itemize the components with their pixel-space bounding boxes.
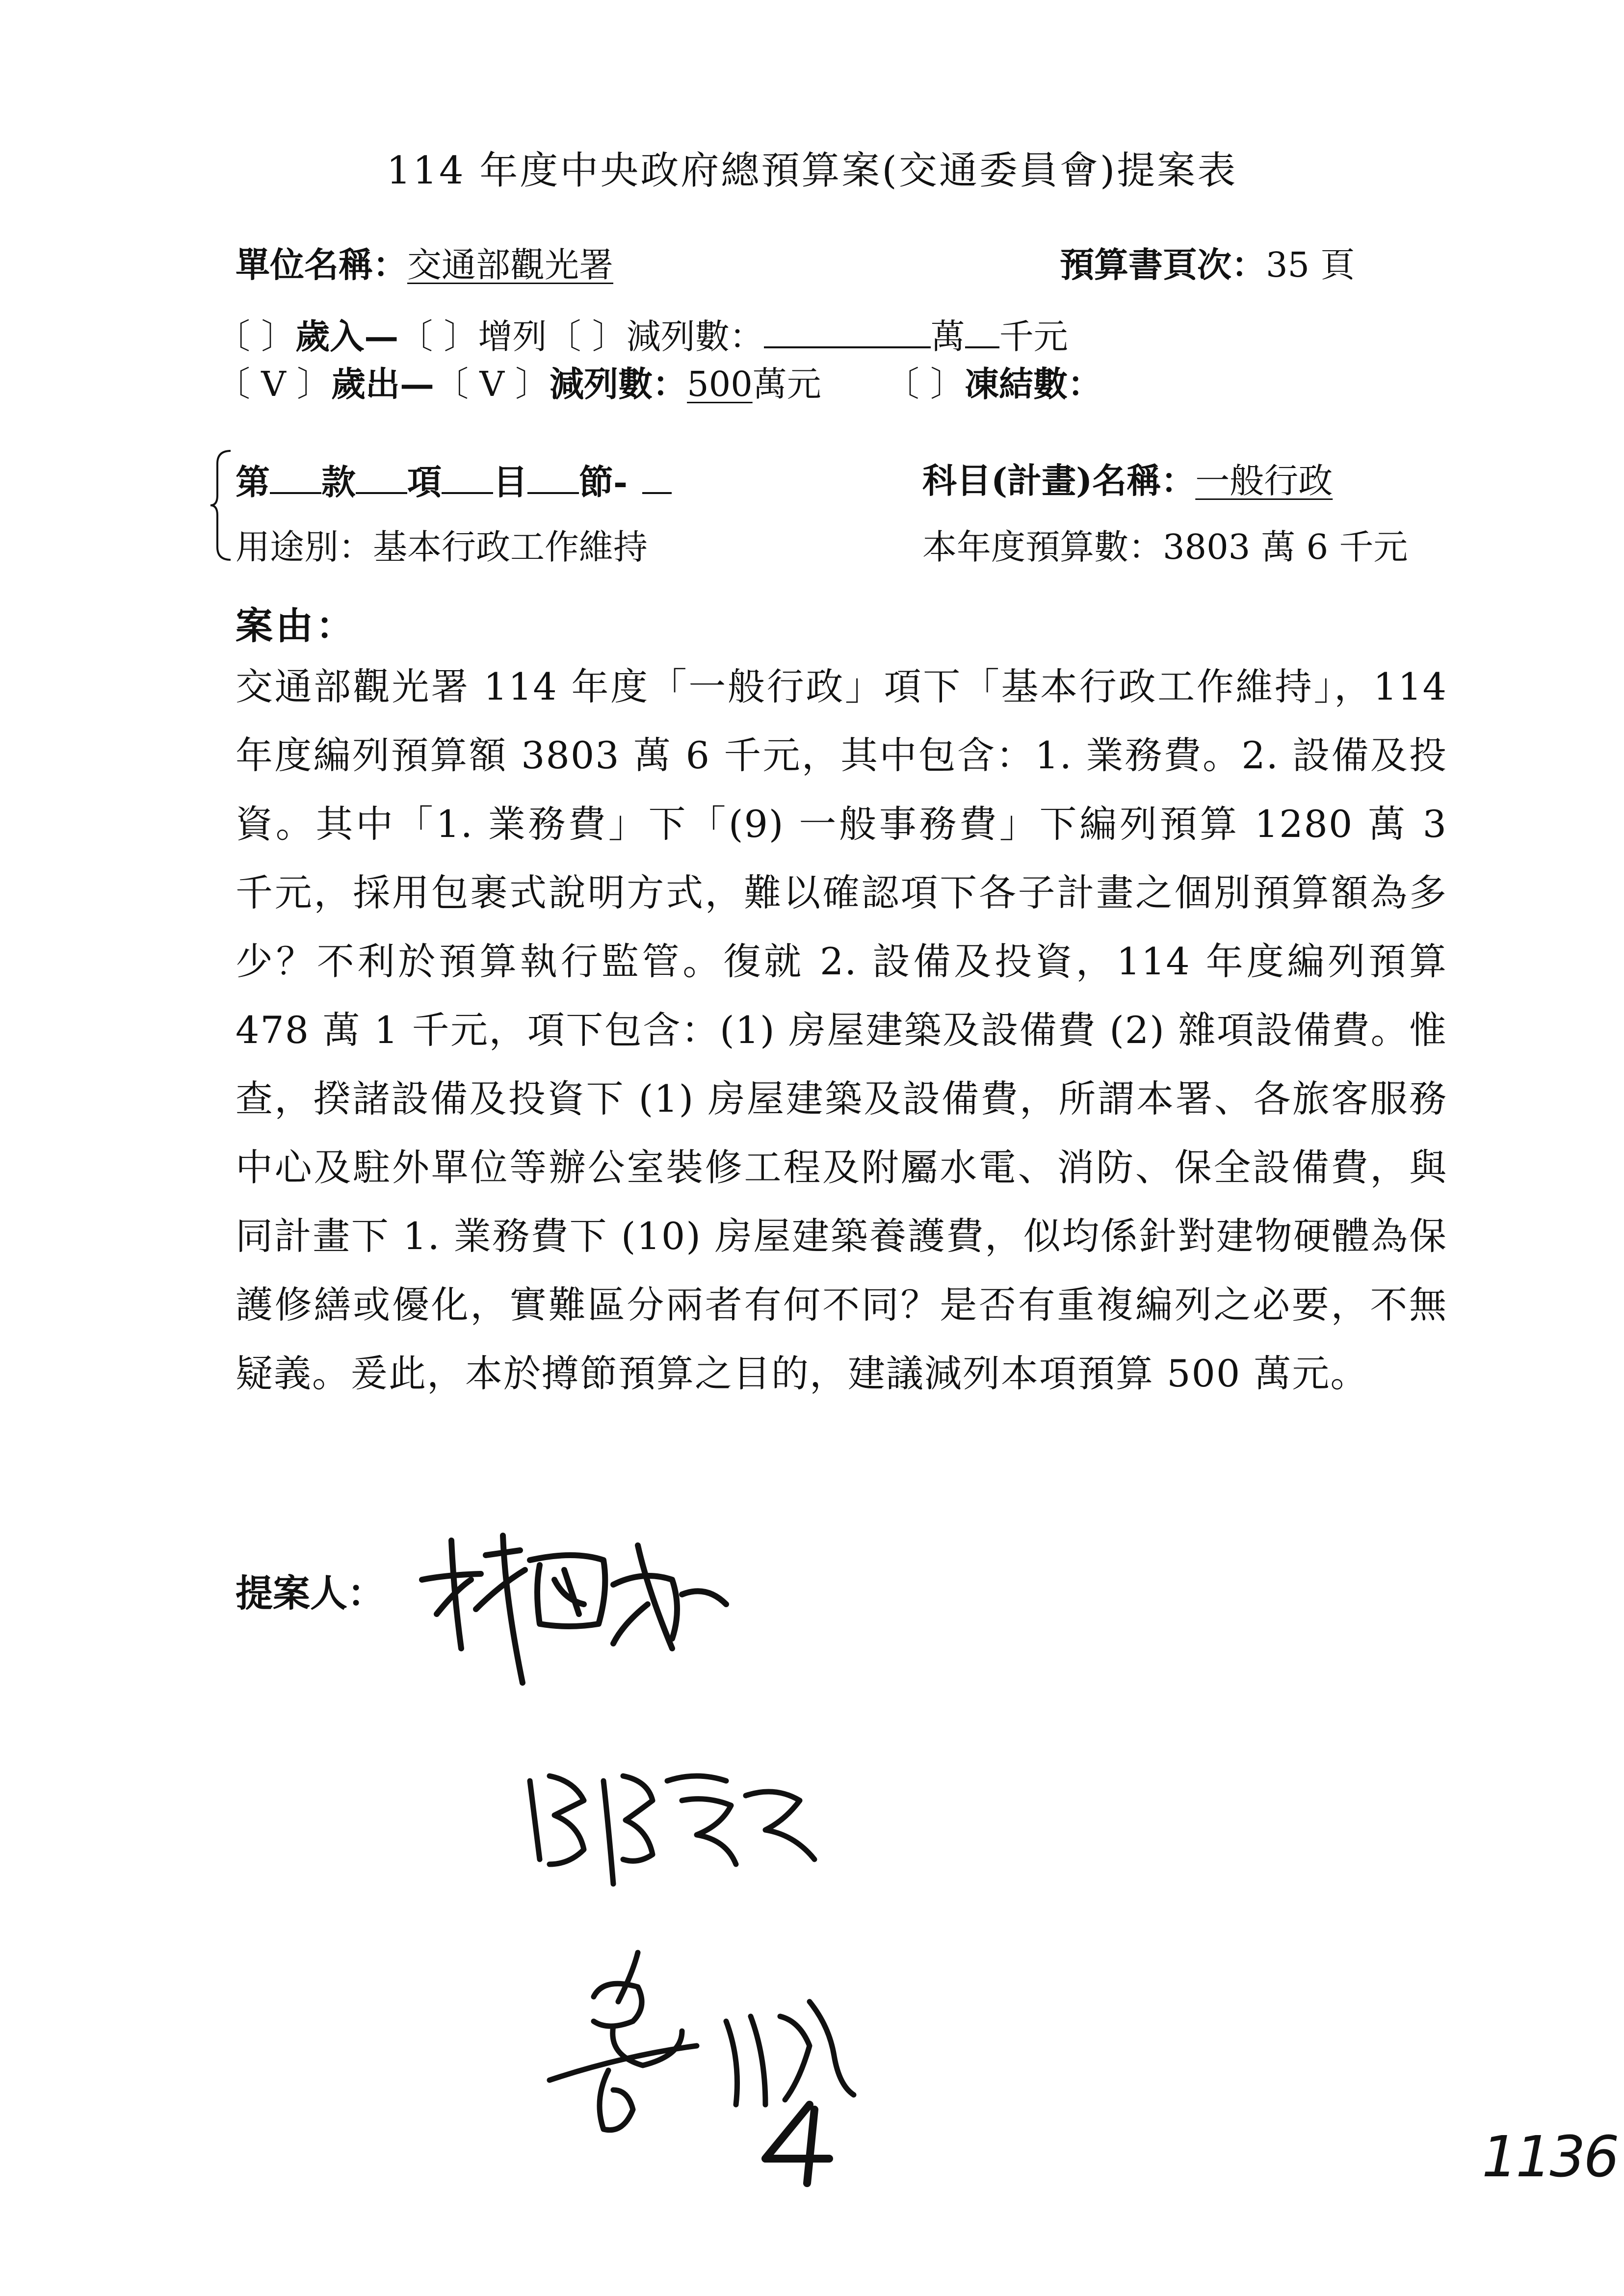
revenue-inc-checkbox: 〔 〕 [398,316,478,357]
subject-row [922,460,1333,501]
section-end-blank [642,464,672,494]
form-title: 114 年度中央政府總預算案(交通委員會)提案表 [386,149,1238,193]
section-di: 第 [236,462,270,502]
page-number: 1136 [1482,2124,1618,2190]
revenue-amount-blank [764,318,931,348]
section-kuan-blank [270,464,321,494]
revenue-inc-label: 增列 [478,316,547,357]
expense-dec-checkbox: 〔 V 〕 [434,364,550,404]
revenue-dec-label: 減列數： [626,316,764,357]
section-line [236,462,672,502]
annual-budget-value: 3803 萬 6 千元 [1163,527,1408,567]
section-bracket [209,449,233,562]
section-jie: 節- [579,462,628,502]
section-mu-blank [442,464,493,494]
expense-unit: 萬元 [752,364,821,404]
revenue-label: 歲入— [295,316,399,357]
expense-line [216,364,1102,404]
handwritten-number-shape [765,2105,829,2183]
page-ref-value: 35 頁 [1266,245,1355,285]
expense-label: 歲出— [331,364,435,404]
section-mu: 目 [493,462,527,502]
subject-label: 科目(計畫)名稱： [922,460,1196,501]
page-ref-label: 預算書頁次： [1060,244,1266,285]
case-text: 交通部觀光署 114 年度「一般行政」項下「基本行政工作維持」，114 年度編列預算額 3803 萬 6 千元，其中包含：1. 業務費。2. 設備及投資。其中「1. 業務費」下「(9) 一般事務費」下編列預算 1280 萬 3 千元，採用包裹式說明方式，難以確認項下各子計畫之個別預算額為多少？不利於預算執行監管。復就 2. 設備及投資，114 年度編列預算 478 萬 1 千元，項下包含：(1) 房屋建築及設備費 (2) 雜項設備費。惟查，揆諸設備及投資下 (1) 房屋建築及設備費，所謂本署、各旅客服務中心及駐外單位等辦公室裝修工程及附屬水電、消防、保全設備費，與同計畫下 1. 業務費下 (10) 房屋建築養護費，似均係針對建物硬體為保護修繕或優化，實難區分兩者有何不同？是否有重複編列之必要，不無疑義。爰此，本於撙節預算之目的，建議減列本項預算 500 萬元。 [236,665,1447,1395]
unit-value: 交通部觀光署 [407,245,613,285]
signature-1 [417,1526,760,1707]
revenue-qian-blank [965,318,999,348]
revenue-unit-wan: 萬 [930,316,965,357]
revenue-unit-qian: 千元 [999,316,1068,357]
expense-checkbox: 〔 V 〕 [216,364,332,404]
usage-value: 基本行政工作維持 [373,527,648,567]
revenue-line [216,316,1068,357]
subject-value: 一般行政 [1195,461,1333,501]
unit-row [236,244,613,285]
section-xiang-blank [356,464,407,494]
annual-budget-row [922,527,1408,567]
page-ref-row [1060,244,1355,285]
usage-row [236,527,648,567]
expense-amount: 500 [687,364,753,404]
annual-budget-label: 本年度預算數： [922,527,1163,567]
freeze-label: 凍結數： [965,364,1102,404]
section-xiang: 項 [407,462,442,502]
revenue-checkbox: 〔 〕 [216,316,296,357]
section-kuan: 款 [321,462,356,502]
section-jie-blank [527,464,579,494]
usage-label: 用途別： [236,527,373,567]
unit-label: 單位名稱： [236,244,407,285]
signature-3 [535,1943,908,2188]
expense-dec-label: 減列數： [550,364,687,404]
signature-2 [520,1742,834,1904]
freeze-checkbox: 〔 〕 [885,364,965,404]
case-heading: 案由： [236,604,356,648]
revenue-dec-checkbox: 〔 〕 [547,316,627,357]
proposer-label: 提案人： [236,1571,385,1615]
